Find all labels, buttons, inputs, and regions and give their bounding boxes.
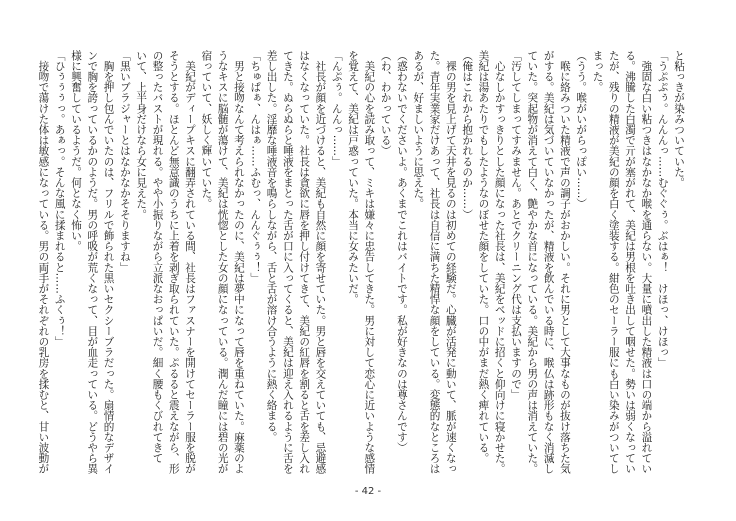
text-line: 美紀の心を読み取って、ミキは嫌々に忠告してきた。男に対して恋心に近いような感情: [363, 50, 376, 474]
text-line: と粘っきが染みついていた。: [673, 50, 685, 188]
text-line: （俺はこれから抱かれるのか……）: [461, 50, 474, 220]
text-line: （うう。喉がいがらっぽい……）: [575, 50, 588, 209]
text-line: てきた。ぬらぬらと唾液をまとった舌が口に入ってくると、美紀は迎え入れるように舌を: [281, 50, 294, 474]
text-line: 強固な白い粘つきはなかなか喉を通らない。大量に噴出した精液は口の端から溢れてい: [640, 50, 653, 474]
text-line: ていた。突起物が消えて白く、艶やかな首になっている。美紀から男の声は消えていた。: [526, 50, 539, 474]
text-line: 「うぷぷぅ。んんんっ……むぐぐぅ。ぶはぁ！ けほっ、けほっ」: [656, 50, 669, 368]
text-line: 社長が顔を近づけると、美紀も自然に顔を寄せていた。男と唇を交えていても、忌避感: [314, 50, 327, 474]
text-line: 男と接吻なんて考えられなかったのに、美紀は夢中になって唇を重ねていた。麻薬のよ: [232, 50, 245, 474]
text-line: 胸を押し包んでいたのは、フリルで飾られた黒いセクシーブラだった。扇情的なデザイ: [102, 50, 115, 474]
text-line: がする。美紀は気づいていなかったが、精液を飲んでいる時に、喉仏は跡形もなく消滅し: [542, 50, 555, 474]
text-line: あるが、好ましいように思えた。: [412, 50, 425, 209]
text-line: 接吻で蕩けた体は敏感になっている。男の両手がそれぞれの乳房を揉むと、甘い波動が: [37, 50, 50, 474]
text-line: うなキスに脳髄が蕩けて、美紀は恍惚とした女の顔になっている。潤んだ瞳には碧の光が: [216, 50, 229, 474]
page-number: - 42 -: [354, 486, 382, 497]
text-line: 様に興奮しているようだ。何となく怖い。: [70, 50, 83, 252]
text-line: ンで胸を誇っているかのようだ。男の呼吸が荒くなって、目が血走っている。どうやら異: [86, 50, 99, 474]
text-line: の整ったバストが現れる。やや小振りながら立派なおっぱいだ。細く腰もくびれてきて: [151, 50, 164, 464]
text-line: 「汚してしまってすみません。あとでクリーニング代は支払いますので」: [510, 50, 523, 400]
text-line: そうとする。ほとんど無意識のうちに上着を剥ぎ取られていた。ぷるると震えながら、形: [167, 50, 180, 474]
text-line: る。沸騰した白濁で亓が塞がれて、美紀は男根を吐き出して咽せた。勢いは弱くなってい: [624, 50, 637, 474]
text-line: 差し出した。淫靡な唾液音を鳴らしながら、舌と舌が溶け合うように熱く絡まる。: [265, 50, 278, 443]
text-line: 「ちゅぱぁ、んはぁ……ふむっ、んんぐぅぅ！」: [249, 50, 262, 284]
text-line: たが、残りの精液が美紀の顔を白く塗装する。紺色のセーラー服にも白い染みがついてし: [607, 50, 620, 474]
text-line: 心なしかすっきりとした顔になった社長は、美紀をベッドに招くと仰向けに寝かせた。: [493, 50, 506, 474]
text-line: を覚えて、美紀は戸惑っていた。本当に女みたいだ。: [347, 50, 360, 305]
text-line: 「ひぅぅぅっ。あぁっ。そんな風に揉まれると……ふくぅ！」: [53, 50, 66, 347]
text-line: 美紀は湯あたりでもしたようなのぼせた顔をしていた。口の中がまだ熱く痺れている。: [477, 50, 490, 464]
text-line: まった。: [591, 50, 604, 93]
text-line: 喉に絡みついた精液で声の調子がおかしい。それに男として大事なものが抜け落ちた気: [558, 50, 571, 474]
text-line: 宿っていて、妖しく輝いていた。: [200, 50, 213, 209]
text-line: （わ、わかっている）: [379, 50, 392, 156]
text-line: （惑わないでくださいよ。あくまでこれはバイトです。私が好きなのは尊さんです）: [395, 50, 408, 453]
text-line: 「んぷぅ。んんっ……」: [330, 50, 343, 167]
text-line: 「黒いブラジャーとはなかなかそそりますね」: [118, 50, 131, 273]
text-line: 美紀がディープキスに翻弄されている間、社長はファスナーを開けてセーラー服を脱が: [184, 50, 197, 474]
text-line: 裸の男を見上げて天井を見るのは初めての経験だ。心臓が活発に動いて、脈が速くなっ: [444, 50, 457, 474]
text-line: いて、上半身だけなら女に見えた。: [135, 50, 148, 220]
text-line: はなくなっていた。社長は貪欲に唇を押し付けてきて、美紀の紅唇を割ると舌を差し入れ: [298, 50, 311, 474]
vertical-text-block: [37, 50, 687, 474]
text-line: た。青年実業家だけあって、社長は自信に満ちた精悍な顔をしている。変態的なところは: [428, 50, 441, 474]
